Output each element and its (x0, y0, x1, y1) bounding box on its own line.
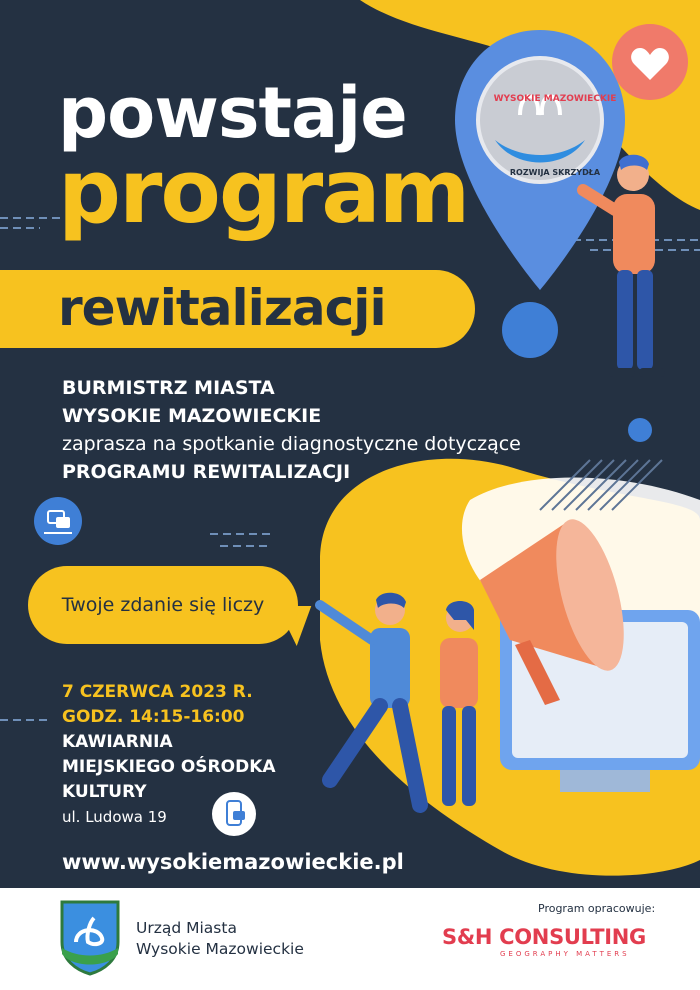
intro-text (62, 374, 521, 486)
city-office-name (136, 918, 304, 960)
event-date: 7 CZERWCA 2023 R. (62, 682, 253, 702)
phone-icon (212, 792, 256, 836)
city-office-line-1: Urząd Miasta (136, 919, 237, 937)
event-address: ul. Ludowa 19 (62, 808, 167, 826)
city-office-line-2: Wysokie Mazowieckie (136, 940, 304, 958)
title-rewitalizacji: rewitalizacji (58, 279, 386, 337)
title-powstaje: powstaje (58, 72, 407, 154)
heart-icon (608, 20, 692, 104)
event-venue-line-1: KAWIARNIA (62, 732, 173, 752)
event-venue-line-3: KULTURY (62, 782, 147, 802)
website-link[interactable]: www.wysokiemazowieckie.pl (62, 850, 404, 874)
badge-top-text: WYSOKIE MAZOWIECKIE (493, 94, 617, 104)
intro-line-4: PROGRAMU REWITALIZACJI (62, 461, 351, 483)
prepared-by-label: Program opracowuje: (538, 902, 656, 915)
consulting-logo: S&H CONSULTING (442, 925, 646, 949)
consulting-tagline: GEOGRAPHY MATTERS (500, 950, 630, 958)
chat-icon (34, 497, 82, 545)
people-illustration (290, 590, 510, 830)
blue-ball (500, 300, 560, 360)
event-time: GODZ. 14:15-16:00 (62, 707, 245, 727)
intro-line-2: WYSOKIE MAZOWIECKIE (62, 405, 322, 427)
man-illustration (575, 150, 685, 390)
title-program: program (58, 140, 469, 243)
speech-bubble-text: Twoje zdanie się liczy (61, 594, 265, 616)
badge-bottom-text: ROZWIJA SKRZYDŁA (509, 168, 601, 177)
swan-logo-icon (58, 898, 122, 976)
event-venue-line-2: MIEJSKIEGO OŚRODKA (62, 757, 276, 777)
intro-line-3: zaprasza na spotkanie diagnostyczne dotyczące (62, 433, 521, 455)
intro-line-1: BURMISTRZ MIASTA (62, 377, 275, 399)
